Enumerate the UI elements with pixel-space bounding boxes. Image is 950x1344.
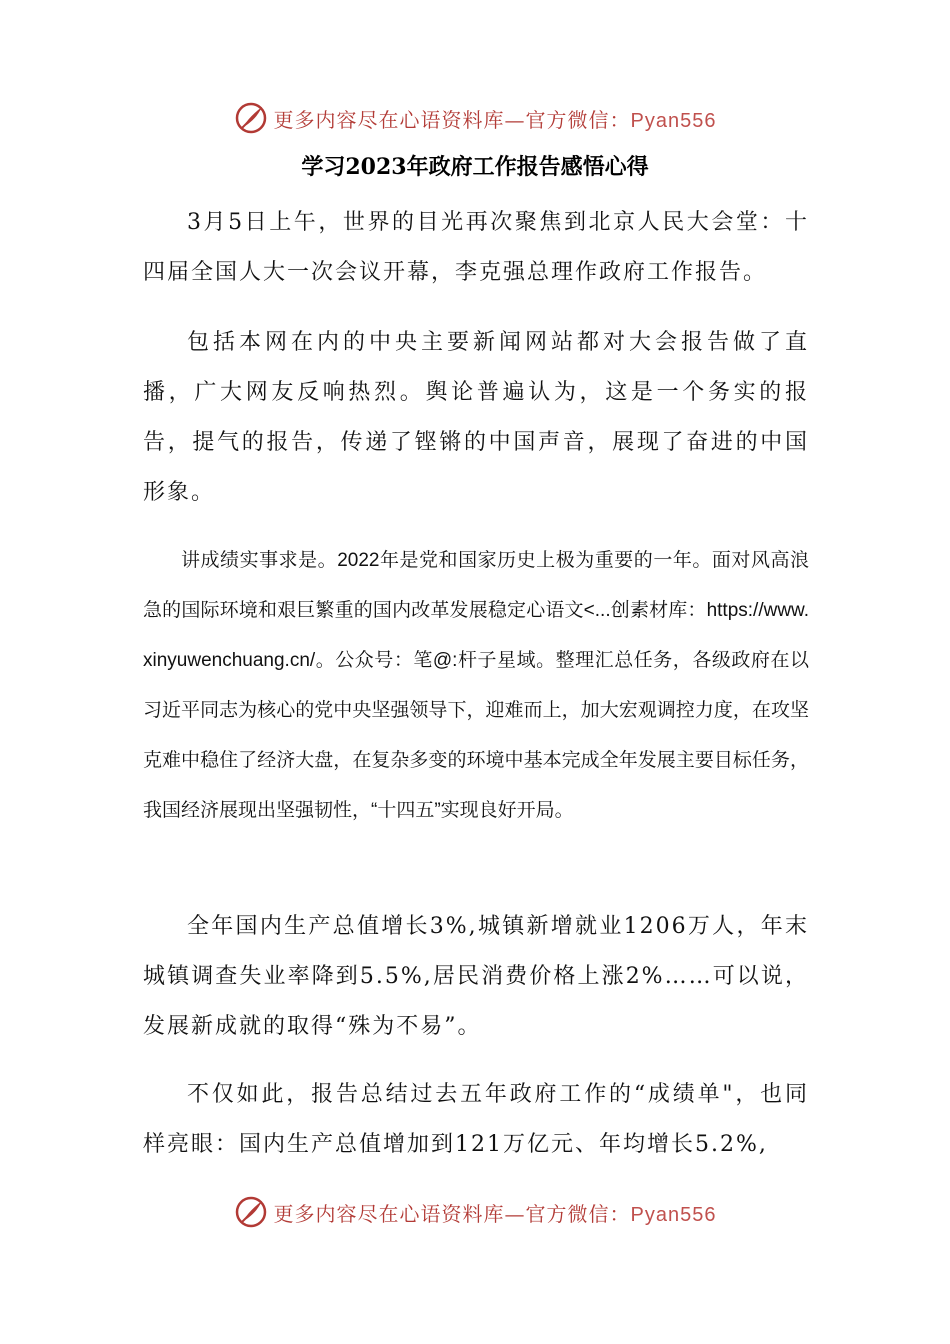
paragraph-3: 讲成绩实事求是。2022年是党和国家历史上极为重要的一年。面对风高浪急的国际环境和艰巨繁重的国内改革发展稳定心语文<...创素材库：https://www.xinyuwenchuang.cn/。公众号：笔@:杆子星域。整理汇总任务，各级政府在以习近平同志为核心的党中央坚强领导下，迎难而上，加大宏观调控力度，在攻坚克难中稳住了经济大盘，在复杂多变的环境中基本完成全年发展主要目标任务，我国经济展现出坚强韧性，“十四五”实现良好开局。	[143, 550, 809, 821]
quill-logo-icon	[234, 1195, 268, 1229]
footer-watermark-text: 更多内容尽在心语资料库—官方微信：Pyan556	[273, 1201, 717, 1226]
footer-watermark-banner	[0, 1190, 950, 1234]
header-watermark-text: 更多内容尽在心语资料库—官方微信：Pyan556	[273, 107, 717, 132]
wechat-id: Pyan556	[630, 1203, 717, 1226]
quill-logo-icon	[234, 101, 268, 135]
paragraph-4: 全年国内生产总值增长3%,城镇新增就业1206万人，年末城镇调查失业率降到5.5%,居民消费价格上涨2%……可以说，发展新成就的取得“殊为不易”。	[143, 914, 809, 1039]
header-watermark-banner	[0, 96, 950, 140]
document-title: 学习2023年政府工作报告感悟心得	[301, 154, 649, 180]
wechat-id: Pyan556	[630, 109, 717, 132]
paragraph-1: 3月5日上午，世界的目光再次聚焦到北京人民大会堂：十四届全国人大一次会议开幕，李克强总理作政府工作报告。	[143, 210, 809, 285]
paragraph-2: 包括本网在内的中央主要新闻网站都对大会报告做了直播，广大网友反响热烈。舆论普遍认为，这是一个务实的报告，提气的报告，传递了铿锵的中国声音，展现了奋进的中国形象。	[143, 330, 809, 505]
paragraph-5: 不仅如此，报告总结过去五年政府工作的“成绩单"，也同样亮眼：国内生产总值增加到121万亿元、年均增长5.2%,	[143, 1082, 809, 1157]
